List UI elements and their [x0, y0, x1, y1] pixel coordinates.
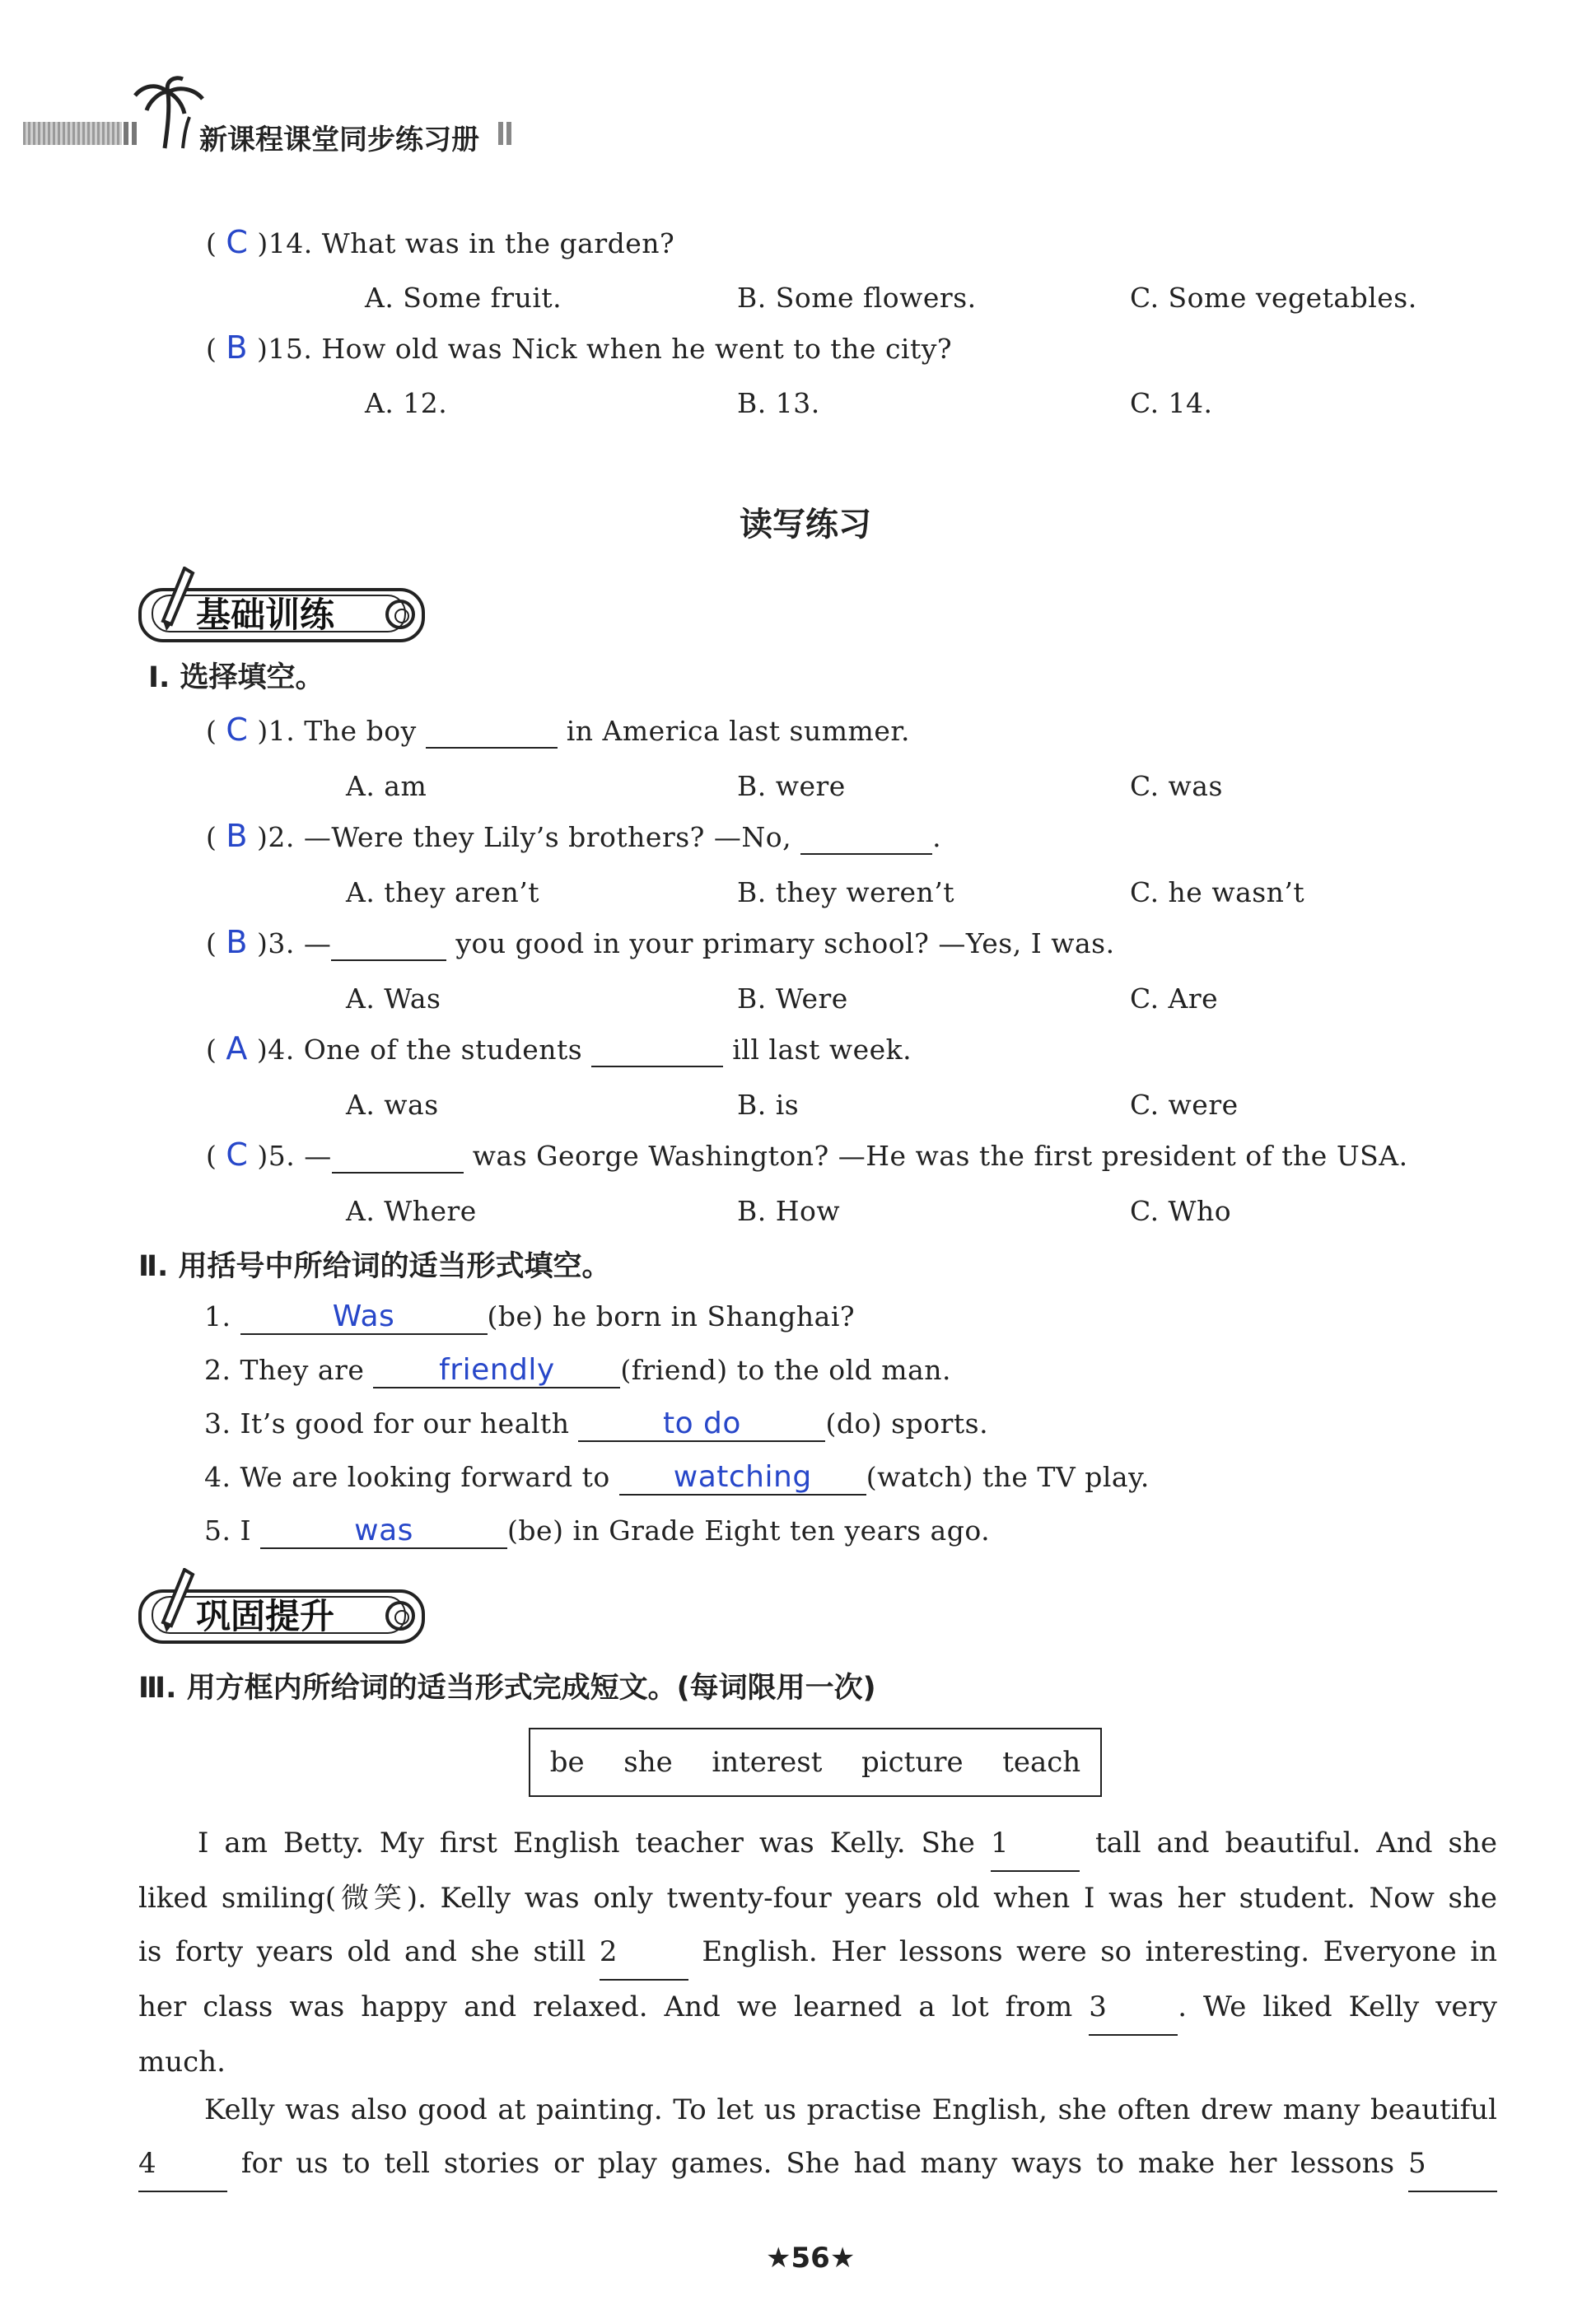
page-number: ★56★	[766, 2242, 856, 2275]
option: C. was	[1130, 770, 1223, 802]
answer-blank	[373, 1353, 620, 1388]
handwritten-answer: Was	[332, 1300, 395, 1333]
word-box-item: teach	[1002, 1746, 1081, 1779]
fill-question: 1. Was (be) he born in Shanghai?	[204, 1300, 856, 1333]
option: C. 14.	[1130, 387, 1213, 419]
handwritten-answer: watching	[673, 1460, 812, 1494]
answer-mark: B	[226, 818, 248, 854]
answer-mark: B	[226, 924, 248, 960]
answer-blank	[240, 1300, 488, 1335]
header-decoration-bar	[23, 122, 122, 145]
banner-label: 巩固提升	[196, 1596, 335, 1636]
header-decoration-bar	[124, 122, 128, 145]
banner-consolidation	[138, 1584, 435, 1642]
part1-title: Ⅰ. 选择填空。	[148, 661, 324, 694]
fill-question: 3. It’s good for our health to do (do) sports.	[204, 1407, 989, 1440]
fill-question: 5. I was (be) in Grade Eight ten years ago.	[204, 1514, 991, 1547]
option: B. Were	[737, 982, 848, 1015]
option: A. Some fruit.	[365, 282, 562, 314]
option: C. Are	[1130, 982, 1219, 1015]
answer-mark: C	[226, 712, 249, 748]
passage-blank: 1	[991, 1817, 1080, 1872]
word-box-item: interest	[712, 1746, 823, 1779]
word-box-item: she	[623, 1746, 673, 1779]
star-icon: ★	[766, 2242, 791, 2275]
fill-question: 4. We are looking forward to watching (watch) the TV play.	[204, 1460, 1150, 1494]
banner-circle	[385, 1601, 415, 1631]
answer-blank	[619, 1460, 866, 1496]
option: A. was	[346, 1089, 439, 1121]
option: B. they weren’t	[737, 876, 954, 908]
banner-basic-training	[138, 583, 435, 641]
pencil-icon	[155, 1568, 196, 1634]
passage-blank: 5	[1408, 2137, 1497, 2192]
option: C. Some vegetables.	[1130, 282, 1417, 314]
passage-paragraph-1: I am Betty. My first English teacher was Kelly. She 1 tall and beautiful. And she liked smiling(微笑). Kelly was only twenty-four years old when I was her student. Now she is forty years old and she still 2 English. Her lessons were so interesting. Everyone in her class was happy and relaxed. And we learned a lot from 3 . We liked Kelly very much.	[138, 1817, 1497, 2089]
series-title: 新课程课堂同步练习册	[199, 124, 479, 156]
header-decoration-bar	[506, 122, 511, 145]
passage-blank: 3	[1089, 1981, 1178, 2036]
handwritten-answer: friendly	[439, 1353, 555, 1387]
answer-blank	[578, 1407, 825, 1442]
option: B. How	[737, 1195, 841, 1227]
option: B. 13.	[737, 387, 820, 419]
section-heading: 读写练习	[740, 506, 871, 544]
option: A. they aren’t	[346, 876, 539, 908]
question-14: ( C )14. What was in the garden?	[206, 224, 675, 260]
mc-question: ( C )5. — was George Washington? —He was the first president of the USA.	[206, 1136, 1408, 1173]
option: C. he wasn’t	[1130, 876, 1305, 908]
option: A. Was	[346, 982, 441, 1015]
pencil-icon	[155, 567, 196, 632]
banner-label: 基础训练	[196, 595, 335, 635]
question-text: How old was Nick when he went to the city?	[321, 333, 953, 365]
answer-mark: A	[226, 1030, 248, 1066]
part2-title: Ⅱ. 用括号中所给词的适当形式填空。	[138, 1250, 611, 1283]
question-15: ( B )15. How old was Nick when he went to the city?	[206, 329, 953, 366]
word-box-item: be	[549, 1746, 585, 1779]
option: B. were	[737, 770, 846, 802]
option: B. Some flowers.	[737, 282, 977, 314]
word-box-item: picture	[861, 1746, 964, 1779]
question-text: What was in the garden?	[321, 227, 675, 259]
answer-mark: C	[226, 224, 249, 260]
word-box	[529, 1728, 1102, 1797]
answer-blank	[332, 1140, 464, 1174]
answer-blank	[331, 927, 446, 961]
mc-question: ( C )1. The boy in America last summer.	[206, 712, 910, 748]
passage-blank: 4	[138, 2137, 227, 2192]
handwritten-answer: to do	[662, 1407, 741, 1440]
answer-mark: B	[226, 329, 248, 366]
option: C. were	[1130, 1089, 1239, 1121]
answer-blank	[591, 1034, 723, 1067]
mc-question: ( A )4. One of the students ill last week.	[206, 1030, 912, 1066]
answer-mark: C	[226, 1136, 249, 1173]
handwritten-answer: was	[354, 1514, 413, 1547]
banner-circle	[385, 600, 415, 629]
star-icon: ★	[829, 2242, 856, 2275]
header-decoration-bar	[498, 122, 503, 145]
mc-question: ( B )2. —Were they Lily’s brothers? —No, .	[206, 818, 942, 854]
passage-blank: 2	[600, 1925, 688, 1981]
passage-paragraph-2: Kelly was also good at painting. To let us practise English, she often drew many beautiful 4 for us to tell stories or play games. She had many ways to make her lessons 5	[138, 2084, 1497, 2192]
mc-question: ( B )3. — you good in your primary school? —Yes, I was.	[206, 924, 1115, 960]
part3-title: Ⅲ. 用方框内所给词的适当形式完成短文。(每词限用一次)	[138, 1672, 876, 1705]
option: A. 12.	[365, 387, 448, 419]
palm-tree-icon	[132, 76, 206, 150]
answer-blank	[260, 1514, 507, 1549]
answer-blank	[800, 821, 932, 855]
answer-blank	[426, 715, 558, 749]
fill-question: 2. They are friendly (friend) to the old man.	[204, 1353, 951, 1387]
option: A. am	[346, 770, 427, 802]
option: B. is	[737, 1089, 800, 1121]
option: C. Who	[1130, 1195, 1232, 1227]
option: A. Where	[346, 1195, 477, 1227]
